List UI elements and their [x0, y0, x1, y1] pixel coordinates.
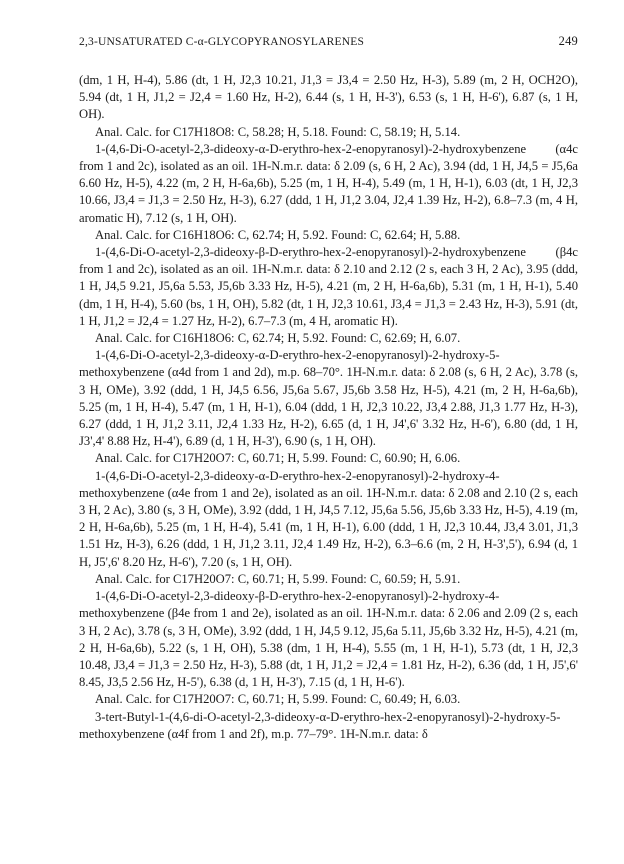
- analysis-paragraph: Anal. Calc. for C17H20O7: C, 60.71; H, 5.99. Found: C, 60.49; H, 6.03.: [95, 692, 461, 707]
- analysis-paragraph: Anal. Calc. for C17H20O7: C, 60.71; H, 5.99. Found: C, 60.59; H, 5.91.: [95, 571, 461, 586]
- body-paragraph: 1-(4,6-Di-O-acetyl-2,3-dideoxy-α-D-erythro-hex-2-enopyranosyl)-2-hydroxy-4-methoxybenzene (α4e from 1 and 2e), isolated as an oil. 1H-N.m.r. data: δ 2.08 and 2.10 (2 s, each 3 H, 2 Ac), 3.80 (s, 3 H, OMe), 3.92 (ddd, 1 H, J4,5 7.12, J5,6a 5.56, J5,6b 3.33 Hz, H-5), 4.19 (m, 2 H, H-6a,6b), 5.25 (m, 1 H, H-4), 5.41 (m, 1 H, H-1), 6.00 (ddd, 1 H, J2,3 10.44, J3,4 3.01, J1,3 1.51 Hz, H-3), 6.26 (ddd, 1 H, J1,2 3.11, J2,4 1.49 Hz, H-2), 6.3–6.6 (m, 2 H, H-3',5'), 6.94 (d, 1 H, J5',6' 8.20 Hz, H-6'), 7.20 (s, 1 H, OH).: [79, 468, 578, 569]
- page-number: 249: [558, 34, 578, 48]
- body-paragraph: 3-tert-Butyl-1-(4,6-di-O-acetyl-2,3-dideoxy-α-D-erythro-hex-2-enopyranosyl)-2-hydroxy-5-methoxybenzene (α4f from 1 and 2f), m.p. 77–79°. 1H-N.m.r. data: δ: [79, 709, 561, 741]
- analysis-paragraph: Anal. Calc. for C16H18O6: C, 62.74; H, 5.92. Found: C, 62.64; H, 5.88.: [95, 227, 461, 242]
- body-paragraph: 1-(4,6-Di-O-acetyl-2,3-dideoxy-α-D-erythro-hex-2-enopyranosyl)-2-hydroxybenzene (α4c from 1 and 2c), isolated as an oil. 1H-N.m.r. data: δ 2.09 (s, 6 H, 2 Ac), 3.94 (dd, 1 H, J4,5 = J5,6a 6.60 Hz, H-5), 4.22 (m, 2 H, H-6a,6b), 5.25 (m, 1 H, H-4), 5.49 (m, 1 H, H-1), 6.03 (dt, 1 H, J2,3 10.66, J3,4 = J1,3 = 2.50 Hz, H-3), 6.27 (ddd, 1 H, J1,2 3.04, J2,4 1.39 Hz, H-2), 6.8–7.3 (m, 4 H, aromatic H), 7.12 (s, 1 H, OH).: [79, 141, 578, 225]
- running-title: 2,3-UNSATURATED C-α-GLYCOPYRANOSYLARENES: [79, 36, 365, 48]
- analysis-paragraph: Anal. Calc. for C17H20O7: C, 60.71; H, 5.99. Found: C, 60.90; H, 6.06.: [95, 451, 461, 466]
- article-body: [79, 72, 578, 743]
- running-header: [79, 34, 578, 60]
- body-paragraph: 1-(4,6-Di-O-acetyl-2,3-dideoxy-β-D-erythro-hex-2-enopyranosyl)-2-hydroxy-4-methoxybenzene (β4e from 1 and 2e), isolated as an oil. 1H-N.m.r. data: δ 2.06 and 2.09 (2 s, each 3 H, 2 Ac), 3.78 (s, 3 H, OMe), 3.92 (ddd, 1 H, J4,5 9.12, J5,6a 5.11, J5,6b 3.32 Hz, H-5), 4.21 (m, 2 H, H-6a,6b), 5.22 (s, 1 H, OH), 5.38 (dm, 1 H, H-4), 5.55 (m, 1 H, H-1), 5.73 (dt, 1 H, J2,3 10.48, J3,4 = J1,3 = 2.50 Hz, H-3), 5.88 (dt, 1 H, J1,2 = J2,4 = 1.81 Hz, H-2), 6.36 (dd, 1 H, J5',6' 8.45, J3,5 2.56 Hz, H-5'), 6.38 (d, 1 H, H-3'), 7.15 (d, 1 H, H-6').: [79, 589, 578, 690]
- body-paragraph: 1-(4,6-Di-O-acetyl-2,3-dideoxy-β-D-erythro-hex-2-enopyranosyl)-2-hydroxybenzene (β4c from 1 and 2c), isolated as an oil. 1H-N.m.r. data: δ 2.10 and 2.12 (2 s, each 3 H, 2 Ac), 3.95 (ddd, 1 H, J4,5 9.21, J5,6a 5.53, J5,6b 3.33 Hz, H-5), 4.21 (m, 2 H, H-6a,6b), 5.31 (m, 1 H, H-1), 5.40 (dm, 1 H, H-4), 5.60 (bs, 1 H, OH), 5.82 (dt, 1 H, J2,3 10.61, J3,4 = J1,3 = 2.43 Hz, H-3), 5.91 (dt, 1 H, J1,2 = J2,4 = 1.27 Hz, H-2), 6.7–7.3 (m, 4 H, aromatic H).: [79, 245, 578, 328]
- body-paragraph: (dm, 1 H, H-4), 5.86 (dt, 1 H, J2,3 10.21, J1,3 = J3,4 = 2.50 Hz, H-3), 5.89 (m, 2 H, OCH2O), 5.94 (dt, 1 H, J1,2 = J2,4 = 1.60 Hz, H-2), 6.44 (s, 1 H, H-3'), 6.53 (s, 1 H, H-6'), 6.87 (s, 1 H, OH).: [79, 73, 578, 122]
- body-paragraph: 1-(4,6-Di-O-acetyl-2,3-dideoxy-α-D-erythro-hex-2-enopyranosyl)-2-hydroxy-5-methoxybenzene (α4d from 1 and 2d), m.p. 68–70°. 1H-N.m.r. data: δ 2.08 (s, 6 H, 2 Ac), 3.78 (s, 3 H, OMe), 3.92 (ddd, 1 H, J4,5 6.56, J5,6a 5.67, J5,6b 3.58 Hz, H-5), 4.21 (m, 2 H, H-6a,6b), 5.25 (m, 1 H, H-4), 5.47 (m, 1 H, H-1), 6.04 (ddd, 1 H, J2,3 10.22, J3,4 2.88, J1,3 1.77 Hz, H-3), 6.27 (ddd, 1 H, J1,2 3.11, J2,4 1.33 Hz, H-2), 6.65 (d, 1 H, J4',6' 3.32 Hz, H-6'), 6.80 (dd, 1 H, J3',4' 8.88 Hz, H-4'), 6.89 (d, 1 H, H-3'), 6.90 (s, 1 H, OH).: [79, 348, 578, 449]
- analysis-paragraph: Anal. Calc. for C16H18O6: C, 62.74; H, 5.92. Found: C, 62.69; H, 6.07.: [95, 331, 461, 346]
- analysis-paragraph: Anal. Calc. for C17H18O8: C, 58.28; H, 5.18. Found: C, 58.19; H, 5.14.: [95, 124, 461, 139]
